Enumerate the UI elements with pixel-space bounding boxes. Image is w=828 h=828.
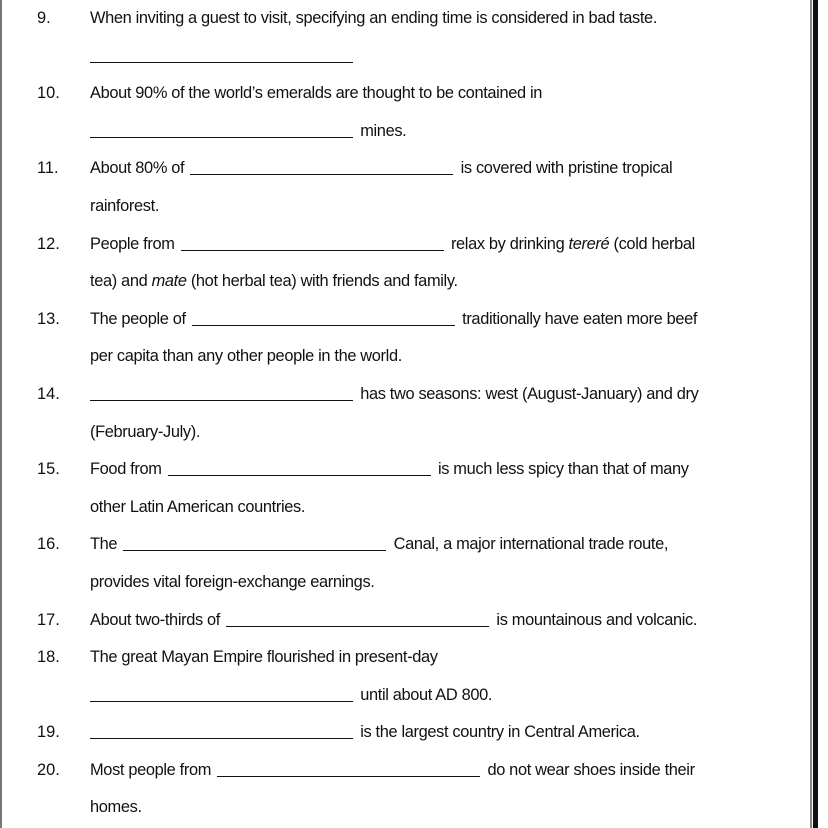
question-item xyxy=(0,451,810,526)
question-line xyxy=(0,338,810,376)
question-item xyxy=(0,376,810,451)
answer-blank[interactable] xyxy=(90,737,353,739)
question-line xyxy=(0,38,810,76)
answer-blank[interactable] xyxy=(168,474,431,476)
question-line xyxy=(0,451,810,489)
question-line xyxy=(0,677,810,715)
question-text: About 80% of xyxy=(90,159,189,178)
question-line xyxy=(0,301,810,339)
answer-blank[interactable] xyxy=(90,136,353,138)
question-text: When inviting a guest to visit, specifying an ending time is considered in bad taste. xyxy=(90,9,658,27)
question-text: mines. xyxy=(356,121,407,140)
question-item xyxy=(0,752,810,827)
question-item xyxy=(0,714,810,752)
question-text: People from xyxy=(90,234,179,253)
question-line xyxy=(0,376,810,414)
question-line xyxy=(0,226,810,264)
question-text: (cold herbal xyxy=(609,234,695,253)
question-number: 20. xyxy=(37,760,60,779)
question-number: 13. xyxy=(37,309,60,328)
answer-blank[interactable] xyxy=(190,173,453,175)
question-text: (February-July). xyxy=(90,422,201,441)
italic-term: tereré xyxy=(568,234,610,253)
question-line xyxy=(0,0,810,38)
question-line xyxy=(0,639,810,677)
question-text: Most people from xyxy=(90,760,216,779)
page-border-right xyxy=(810,0,818,828)
answer-blank[interactable] xyxy=(123,549,386,551)
question-text: is the largest country in Central America. xyxy=(356,723,640,742)
question-text: The people of xyxy=(90,309,190,328)
question-text: Food from xyxy=(90,460,166,479)
question-number: 10. xyxy=(37,84,60,103)
question-text: About 90% of the world’s emeralds are thought to be contained in xyxy=(90,84,543,103)
question-text: has two seasons: west (August-January) and dry xyxy=(356,384,699,403)
question-item xyxy=(0,602,810,640)
question-text: is much less spicy than that of many xyxy=(433,460,689,479)
question-line xyxy=(0,752,810,790)
question-number: 17. xyxy=(37,610,60,629)
question-text: rainforest. xyxy=(90,196,160,215)
question-text: Canal, a major international trade route, xyxy=(389,535,669,554)
question-text: per capita than any other people in the world. xyxy=(90,347,402,366)
question-number: 16. xyxy=(37,535,60,554)
answer-blank[interactable] xyxy=(90,399,353,401)
question-line xyxy=(0,602,810,640)
question-number: 14. xyxy=(37,384,60,403)
question-item xyxy=(0,0,810,75)
question-number: 15. xyxy=(37,460,60,479)
question-line xyxy=(0,414,810,452)
question-text: homes. xyxy=(90,798,142,817)
question-item xyxy=(0,150,810,225)
question-text: provides vital foreign-exchange earnings. xyxy=(90,572,375,591)
question-line xyxy=(0,263,810,301)
question-number: 12. xyxy=(37,234,60,253)
question-item xyxy=(0,301,810,376)
question-line xyxy=(0,789,810,827)
question-text: until about AD 800. xyxy=(356,685,493,704)
answer-blank[interactable] xyxy=(181,249,444,251)
answer-blank[interactable] xyxy=(226,625,489,627)
question-item xyxy=(0,526,810,601)
question-number: 19. xyxy=(37,723,60,742)
question-line xyxy=(0,714,810,752)
question-text: is covered with pristine tropical xyxy=(456,159,673,178)
answer-blank[interactable] xyxy=(90,61,353,63)
answer-blank[interactable] xyxy=(90,700,353,702)
question-line xyxy=(0,564,810,602)
answer-blank[interactable] xyxy=(192,324,455,326)
question-line xyxy=(0,526,810,564)
question-line xyxy=(0,75,810,113)
question-line xyxy=(0,188,810,226)
question-text: The great Mayan Empire flourished in present-day xyxy=(90,648,438,667)
question-item xyxy=(0,226,810,301)
question-number: 18. xyxy=(37,648,60,667)
question-line xyxy=(0,489,810,527)
question-text: other Latin American countries. xyxy=(90,497,306,516)
question-text: About two-thirds of xyxy=(90,610,225,629)
italic-term: mate xyxy=(151,272,187,291)
question-line xyxy=(0,113,810,151)
answer-blank[interactable] xyxy=(217,775,480,777)
question-text: The xyxy=(90,535,122,554)
question-text: tea) and xyxy=(90,272,152,291)
question-item xyxy=(0,639,810,714)
question-number: 11. xyxy=(37,159,59,178)
question-text: relax by drinking xyxy=(446,234,569,253)
question-number: 9. xyxy=(37,9,51,27)
question-text: (hot herbal tea) with friends and family. xyxy=(186,272,458,291)
question-text: do not wear shoes inside their xyxy=(483,760,695,779)
question-text: is mountainous and volcanic. xyxy=(492,610,698,629)
question-text: traditionally have eaten more beef xyxy=(457,309,698,328)
question-line xyxy=(0,150,810,188)
question-item xyxy=(0,75,810,150)
